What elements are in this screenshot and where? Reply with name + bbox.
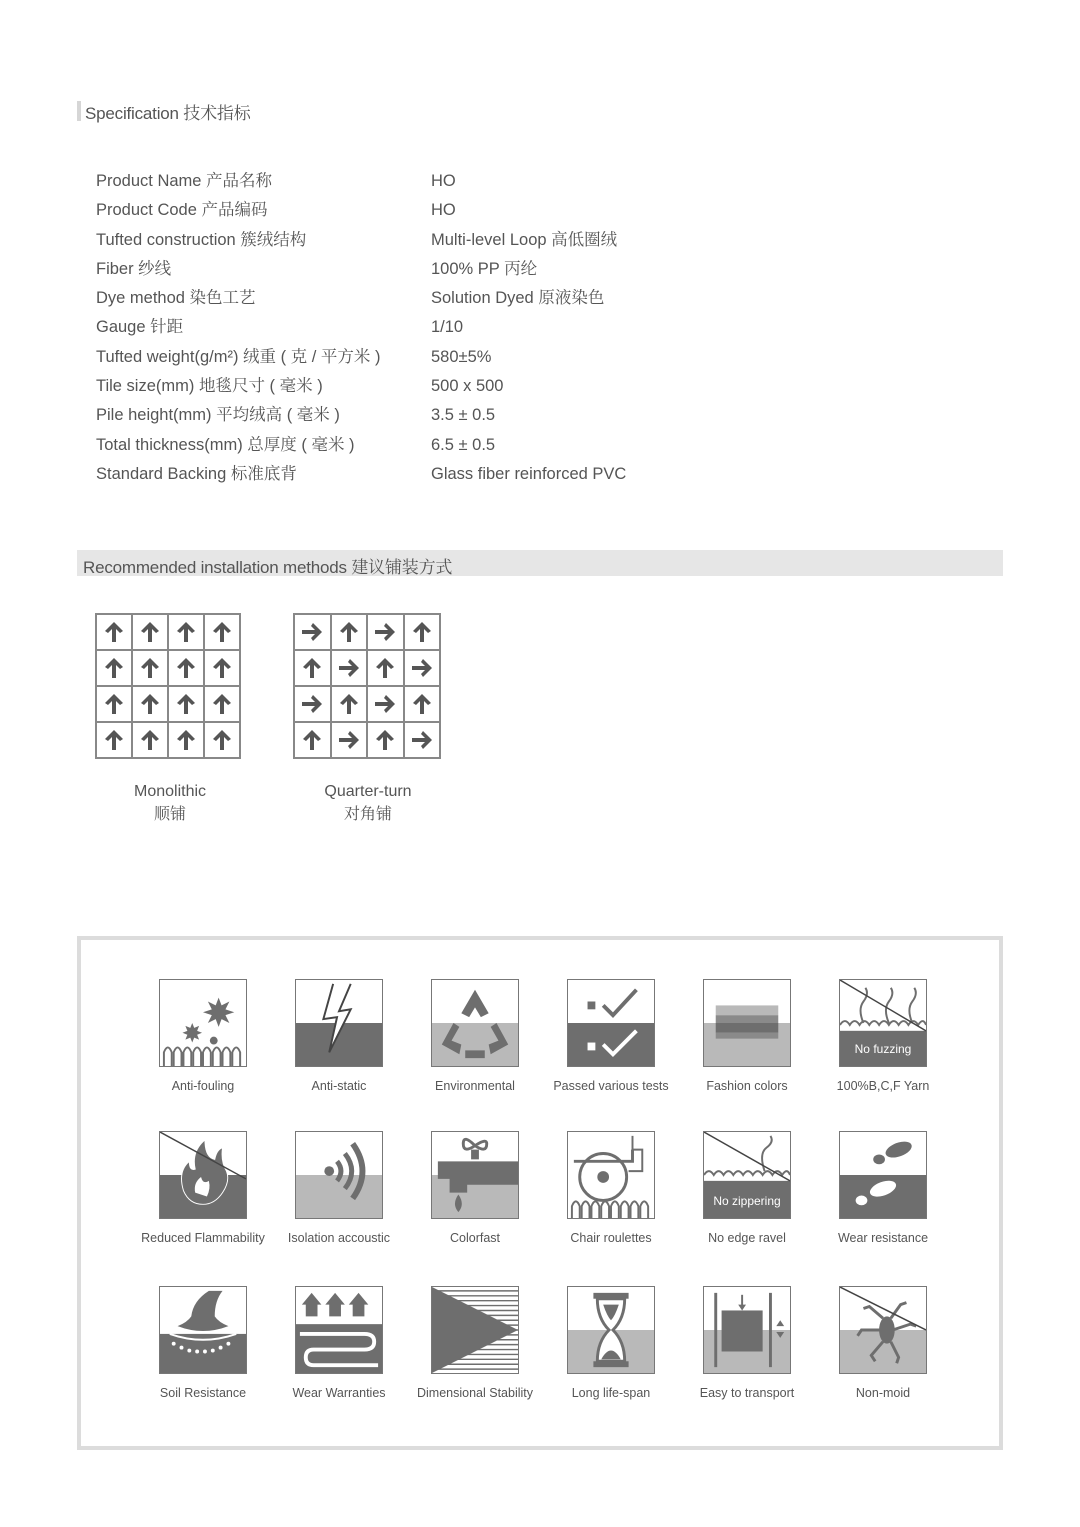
arrow-up-icon (96, 722, 132, 758)
spec-value: HO (431, 172, 456, 190)
spec-row (96, 313, 696, 342)
triangle-stability-icon (431, 1286, 519, 1374)
spec-row (96, 343, 696, 372)
arrow-right-icon (294, 614, 331, 650)
feature-item (128, 979, 278, 1093)
feature-label: Easy to transport (699, 1386, 795, 1400)
feature-overlay-text: No fuzzing (854, 1042, 912, 1056)
anti-fouling-icon (159, 979, 247, 1067)
arrow-right-icon (367, 614, 404, 650)
feature-item (128, 1286, 278, 1400)
spec-row (96, 431, 696, 460)
feature-item (400, 1131, 550, 1245)
arrow-right-icon (404, 650, 441, 686)
feature-label: Long life-span (571, 1386, 651, 1400)
spec-row (96, 460, 696, 489)
feature-label: Anti-static (311, 1079, 367, 1093)
arrow-up-icon (204, 686, 240, 722)
arrow-up-icon (294, 650, 331, 686)
feature-item (264, 1131, 414, 1245)
spec-label: Product Code 产品编码 (96, 201, 268, 220)
feature-item (128, 1131, 278, 1245)
flame-icon (159, 1131, 247, 1219)
feature-item (400, 1286, 550, 1400)
spec-value: 3.5 ± 0.5 (431, 406, 496, 425)
arrow-up-icon (96, 614, 132, 650)
arrow-up-icon (168, 722, 204, 758)
warranty-arrows-icon (295, 1286, 383, 1374)
feature-label: Soil Resistance (159, 1386, 247, 1400)
spec-label: Tufted construction 簇绒结构 (96, 230, 307, 249)
spec-value: 1/10 (431, 318, 464, 337)
feature-item (672, 979, 822, 1093)
arrow-right-icon (331, 722, 368, 758)
spec-label: Total thickness(mm) 总厚度 ( 毫米 ) (96, 435, 355, 454)
arrow-up-icon (168, 686, 204, 722)
spec-header-title: Specification 技术指标 (85, 103, 251, 123)
arrow-up-icon (331, 614, 368, 650)
feature-item (672, 1286, 822, 1400)
spec-row (96, 226, 696, 255)
spec-row (96, 372, 696, 401)
feature-label: Fashion colors (706, 1079, 788, 1093)
arrow-up-icon (404, 614, 441, 650)
spec-row (96, 196, 696, 225)
spec-value: Solution Dyed 原液染色 (431, 289, 605, 308)
quarter-turn-cn: 对角铺 (343, 806, 392, 823)
spec-label: Tile size(mm) 地毯尺寸 ( 毫米 ) (96, 377, 323, 396)
feature-item (808, 1286, 958, 1400)
feature-label: No edge ravel (708, 1231, 786, 1245)
features-panel (77, 936, 1003, 1450)
feature-item (536, 1131, 686, 1245)
arrow-up-icon (132, 722, 168, 758)
spec-label: Product Name 产品名称 (96, 172, 273, 190)
arrow-up-icon (96, 686, 132, 722)
feature-label: 100%B,C,F Yarn (836, 1079, 930, 1093)
arrow-up-icon (367, 650, 404, 686)
feature-label: Wear resistance (837, 1231, 929, 1245)
spec-value: 500 x 500 (431, 377, 504, 396)
arrow-up-icon (204, 650, 240, 686)
mold-bug-icon (839, 1286, 927, 1374)
monolithic-cn: 顺铺 (153, 806, 186, 823)
soil-hat-icon (159, 1286, 247, 1374)
spec-label: Dye method 染色工艺 (96, 289, 256, 308)
recycle-icon (431, 979, 519, 1067)
arrow-right-icon (294, 686, 331, 722)
feature-item (536, 1286, 686, 1400)
spec-label: Gauge 针距 (96, 318, 184, 337)
feature-item (808, 1131, 958, 1245)
arrow-up-icon (96, 650, 132, 686)
spec-value: 100% PP 丙纶 (431, 259, 538, 278)
spec-label: Pile height(mm) 平均绒高 ( 毫米 ) (96, 406, 340, 425)
feature-label: Anti-fouling (171, 1079, 235, 1093)
spec-label: Standard Backing 标准底背 (96, 464, 297, 483)
spec-row (96, 284, 696, 313)
spec-value: 580±5% (431, 347, 492, 366)
arrow-up-icon (132, 650, 168, 686)
arrow-up-icon (367, 722, 404, 758)
arrow-up-icon (404, 686, 441, 722)
transport-box-icon (703, 1286, 791, 1374)
chair-caster-icon (567, 1131, 655, 1219)
feature-label: Wear Warranties (292, 1386, 386, 1400)
arrow-right-icon (404, 722, 441, 758)
arrow-right-icon (331, 650, 368, 686)
quarter-turn-caption (288, 780, 448, 826)
header-bar (77, 101, 81, 121)
spec-label: Fiber 纱线 (96, 259, 172, 278)
spec-value: 6.5 ± 0.5 (431, 435, 496, 454)
spec-label: Tufted weight(g/m²) 绒重 ( 克 / 平方米 ) (96, 347, 381, 366)
monolithic-en: Monolithic (133, 783, 207, 800)
hourglass-icon (567, 1286, 655, 1374)
feature-item (672, 1131, 822, 1245)
checkmarks-icon (567, 979, 655, 1067)
spec-section-header (77, 100, 251, 122)
feature-label: Non-moid (855, 1386, 911, 1400)
feature-item (536, 979, 686, 1093)
footprints-icon (839, 1131, 927, 1219)
feature-label: Reduced Flammability (141, 1231, 265, 1245)
feature-item (264, 1286, 414, 1400)
quarter-turn-grid (293, 613, 441, 759)
color-stripes-icon (703, 979, 791, 1067)
feature-overlay-text: No zippering (713, 1194, 781, 1208)
arrow-right-icon (367, 686, 404, 722)
spec-value: Glass fiber reinforced PVC (431, 464, 627, 483)
install-header-title: Recommended installation methods 建议铺装方式 (83, 558, 453, 577)
arrow-up-icon (168, 614, 204, 650)
arrow-up-icon (132, 686, 168, 722)
spec-row (96, 167, 696, 196)
zipper-loop-icon (703, 1131, 791, 1219)
anti-static-icon (295, 979, 383, 1067)
quarter-turn-en: Quarter-turn (324, 783, 412, 800)
arrow-up-icon (132, 614, 168, 650)
feature-label: Dimensional Stability (416, 1386, 534, 1400)
faucet-icon (431, 1131, 519, 1219)
monolithic-grid (95, 613, 241, 759)
arrow-up-icon (204, 614, 240, 650)
spec-row (96, 255, 696, 284)
install-section-header (77, 550, 1003, 576)
feature-label: Environmental (435, 1079, 515, 1093)
feature-item (400, 979, 550, 1093)
feature-label: Passed various tests (553, 1079, 669, 1093)
feature-item (808, 979, 958, 1093)
feature-label: Chair roulettes (570, 1231, 652, 1245)
arrow-up-icon (294, 722, 331, 758)
monolithic-caption (90, 780, 250, 826)
arrow-up-icon (204, 722, 240, 758)
feature-label: Isolation accoustic (287, 1231, 391, 1245)
spec-value: Multi-level Loop 高低圈绒 (431, 230, 618, 249)
arrow-up-icon (331, 686, 368, 722)
feature-item (264, 979, 414, 1093)
spec-table (96, 167, 696, 489)
feature-label: Colorfast (449, 1231, 501, 1245)
arrow-up-icon (168, 650, 204, 686)
spec-value: HO (431, 201, 456, 220)
spec-row (96, 401, 696, 430)
sound-wave-icon (295, 1131, 383, 1219)
yarn-loops-icon (839, 979, 927, 1067)
